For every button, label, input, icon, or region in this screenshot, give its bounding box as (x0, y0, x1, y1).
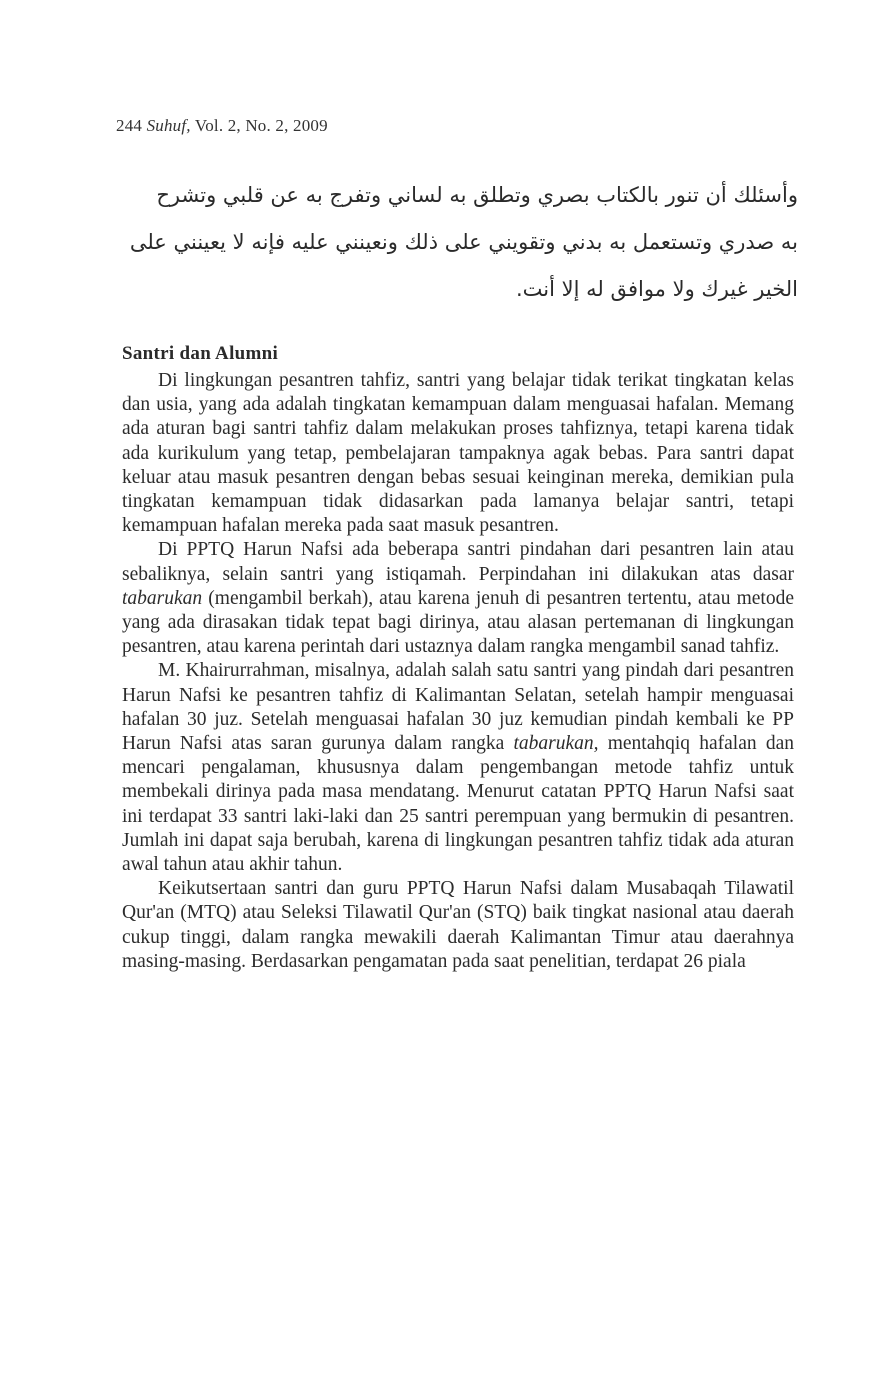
arabic-line-2: به صدري وتستعمل به بدني وتقويني على ذلك ونعينني عليه فإنه لا يعينني على (129, 230, 798, 254)
paragraph-3 (122, 659, 794, 877)
paragraph-2-part-b: (mengambil berkah), atau karena jenuh di pesantren tertentu, atau metode yang ada dirasakan tidak tepat bagi dirinya, atau alasan pertemanan di lingkungan pesantren, atau karena perintah dari ustaznya dalam rangka mengambil sanad tahfiz. (122, 587, 794, 658)
paragraph-1: Di lingkungan pesantren tahfiz, santri yang belajar tidak terikat tingkatan kelas dan usia, yang ada adalah tingkatan kemampuan dalam menguasai hafalan. Memang ada aturan bagi santri tahfiz dalam melakukan proses tahfiznya, tetapi karena tidak ada kurikulum yang tetap, pembelajaran tampaknya agak bebas. Para santri dapat keluar atau masuk pesantren dengan bebas sesuai keinginan mereka, demikian pula tingkatan kemampuan tidak didasarkan pada lamanya belajar santri, tetapi kemampuan hafalan mereka pada saat masuk pesantren. (122, 370, 794, 537)
paragraph-2-part-a: Di PPTQ Harun Nafsi ada beberapa santri pindahan dari pesantren lain atau sebaliknya, selain santri yang istiqamah. Perpindahan ini dilakukan atas dasar (122, 539, 794, 585)
arabic-prayer (116, 172, 798, 313)
arabic-line-1: وأسئلك أن تنور بالكتاب بصري وتطلق به لساني وتفرج به عن قلبي وتشرح (156, 183, 798, 207)
page-number: 244 (116, 116, 143, 135)
body-text (122, 369, 794, 974)
running-header (116, 116, 328, 136)
section-heading: Santri dan Alumni (122, 343, 279, 364)
paragraph-3-part-b: mentahqiq hafalan dan mencari pengalaman, khususnya dalam pengembangan metode tahfiz untuk membekali dirinya pada masa mendatang. Menurut catatan PPTQ Harun Nafsi saat ini terdapat 33 santri laki-laki dan 25 santri perempuan yang bermukin di pesantren. Jumlah ini dapat saja berubah, karena di lingkungan pesantren tahfiz tidak ada aturan awal tahun atau akhir tahun. (122, 733, 794, 876)
term-tabarukan: tabarukan (122, 587, 203, 609)
journal-title: Suhuf, (146, 116, 191, 135)
paragraph-2 (122, 538, 794, 659)
arabic-line-3: الخير غيرك ولا موافق له إلا أنت. (515, 277, 798, 301)
term-tabarukan-2: tabarukan, (513, 733, 599, 755)
paragraph-4: Keikutsertaan santri dan guru PPTQ Harun Nafsi dalam Musabaqah Tilawatil Qur'an (MTQ) atau Seleksi Tilawatil Qur'an (STQ) baik tingkat nasional atau daerah cukup tinggi, dalam rangka mewakili daerah Kalimantan Timur atau daerahnya masing-masing. Berdasarkan pengamatan pada saat penelitian, terdapat 26 piala (122, 878, 794, 972)
volume-info: Vol. 2, No. 2, 2009 (194, 116, 328, 135)
paragraph-3-part-a: M. Khairurrahman, misalnya, adalah salah satu santri yang pindah dari pesantren Harun Nafsi ke pesantren tahfiz di Kalimantan Selatan, setelah hampir menguasai hafalan 30 juz. Setelah menguasai hafalan 30 juz kemudian pindah kembali ke PP Harun Nafsi atas saran gurunya dalam rangka (122, 660, 794, 755)
